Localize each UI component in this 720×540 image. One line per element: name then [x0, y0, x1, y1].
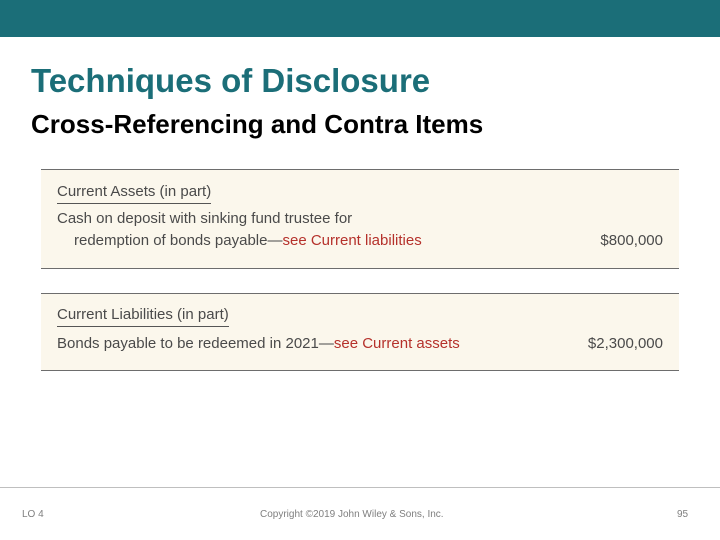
- learning-objective-label: LO 4: [22, 509, 44, 520]
- current-assets-panel: [41, 169, 679, 269]
- current-assets-amount: $800,000: [600, 232, 663, 249]
- current-liabilities-line-1-text: Bonds payable to be redeemed in 2021—: [57, 335, 334, 352]
- current-assets-line-2-text: redemption of bonds payable—: [74, 232, 283, 249]
- current-assets-cross-reference: see Current liabilities: [282, 232, 422, 249]
- current-liabilities-panel: [41, 293, 679, 371]
- current-liabilities-amount: $2,300,000: [587, 335, 663, 352]
- current-assets-heading: Current Assets (in part): [57, 184, 211, 204]
- page-number: 95: [677, 509, 689, 520]
- footer-divider: [0, 487, 720, 488]
- slide-title: Techniques of Disclosure: [31, 62, 431, 99]
- current-assets-line-2: [74, 233, 422, 248]
- top-banner: [0, 0, 720, 37]
- copyright-notice: Copyright ©2019 John Wiley & Sons, Inc.: [260, 509, 444, 520]
- current-assets-line-1: Cash on deposit with sinking fund trustee for: [57, 210, 353, 227]
- current-liabilities-line-1: [57, 336, 460, 351]
- current-liabilities-cross-reference: see Current assets: [333, 335, 460, 352]
- slide-subtitle: Cross-Referencing and Contra Items: [31, 109, 484, 139]
- current-liabilities-heading: Current Liabilities (in part): [57, 307, 229, 327]
